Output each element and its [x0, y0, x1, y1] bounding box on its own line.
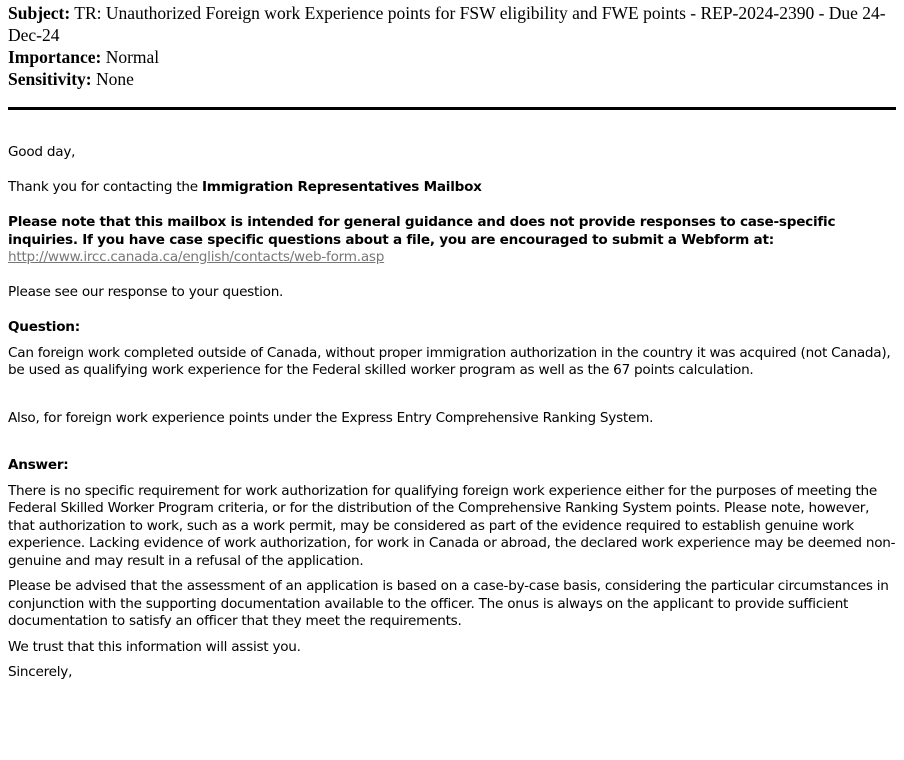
closing: Sincerely, — [8, 664, 73, 680]
notice-text: Please note that this mailbox is intended for general guidance and does not provide responses to case-specific inquiries. If you have case specific questions about a file, you are encouraged to submit a Webform at: — [8, 214, 836, 248]
sensitivity-label: Sensitivity: — [8, 69, 92, 89]
mailbox-name: Immigration Representatives Mailbox — [201, 179, 482, 195]
subject-value: TR: Unauthorized Foreign work Experience points for FSW eligibility and FWE points - REP-2024-2390 - Due 24-Dec-24 — [8, 3, 886, 45]
answer-paragraph-1: There is no specific requirement for work authorization for qualifying foreign work experience either for the purposes of meeting the Federal Skilled Worker Program criteria, or for the distribution of the Comprehensive Ranking System points. Please note, however, that authorization to work, such as a work permit, may be considered as part of the evidence required to establish genuine work experience. Lacking evidence of work authorization, for work in Canada or abroad, the declared work experience may be deemed non-genuine and may result in a refusal of the application. — [8, 482, 896, 569]
question-text: Can foreign work completed outside of Canada, without proper immigration authorization in the country it was acquired (not Canada), be used as qualifying work experience for the Federal skilled worker program as well as the 67 points calculation. — [8, 344, 891, 378]
subject-label: Subject: — [8, 3, 71, 23]
trust-line: We trust that this information will assist you. — [8, 638, 301, 655]
sensitivity-value: None — [96, 69, 134, 89]
importance-row — [8, 46, 896, 68]
thanks-prefix: Thank you for contacting the — [8, 179, 202, 195]
importance-value: Normal — [105, 47, 160, 67]
sensitivity-row — [8, 68, 896, 90]
see-response: Please see our response to your question. — [8, 284, 284, 300]
thanks-line — [8, 179, 896, 197]
email-header — [8, 2, 896, 90]
question-also: Also, for foreign work experience points under the Express Entry Comprehensive Ranking System. — [8, 409, 654, 426]
answer-paragraph-2: Please be advised that the assessment of an application is based on a case-by-case basis, considering the particular circumstances in conjunction with the supporting documentation available to the officer. The onus is always on the applicant to provide sufficient documentation to satisfy an officer that they meet the requirements. — [8, 578, 889, 629]
subject-row — [8, 2, 896, 46]
greeting: Good day, — [8, 144, 76, 160]
question-label: Question: — [8, 319, 80, 335]
email-body — [8, 144, 896, 682]
webform-link[interactable]: http://www.ircc.canada.ca/english/contacts/web-form.asp — [8, 249, 385, 265]
importance-label: Importance: — [8, 47, 102, 67]
header-divider — [8, 107, 896, 110]
answer-label: Answer: — [8, 457, 69, 473]
